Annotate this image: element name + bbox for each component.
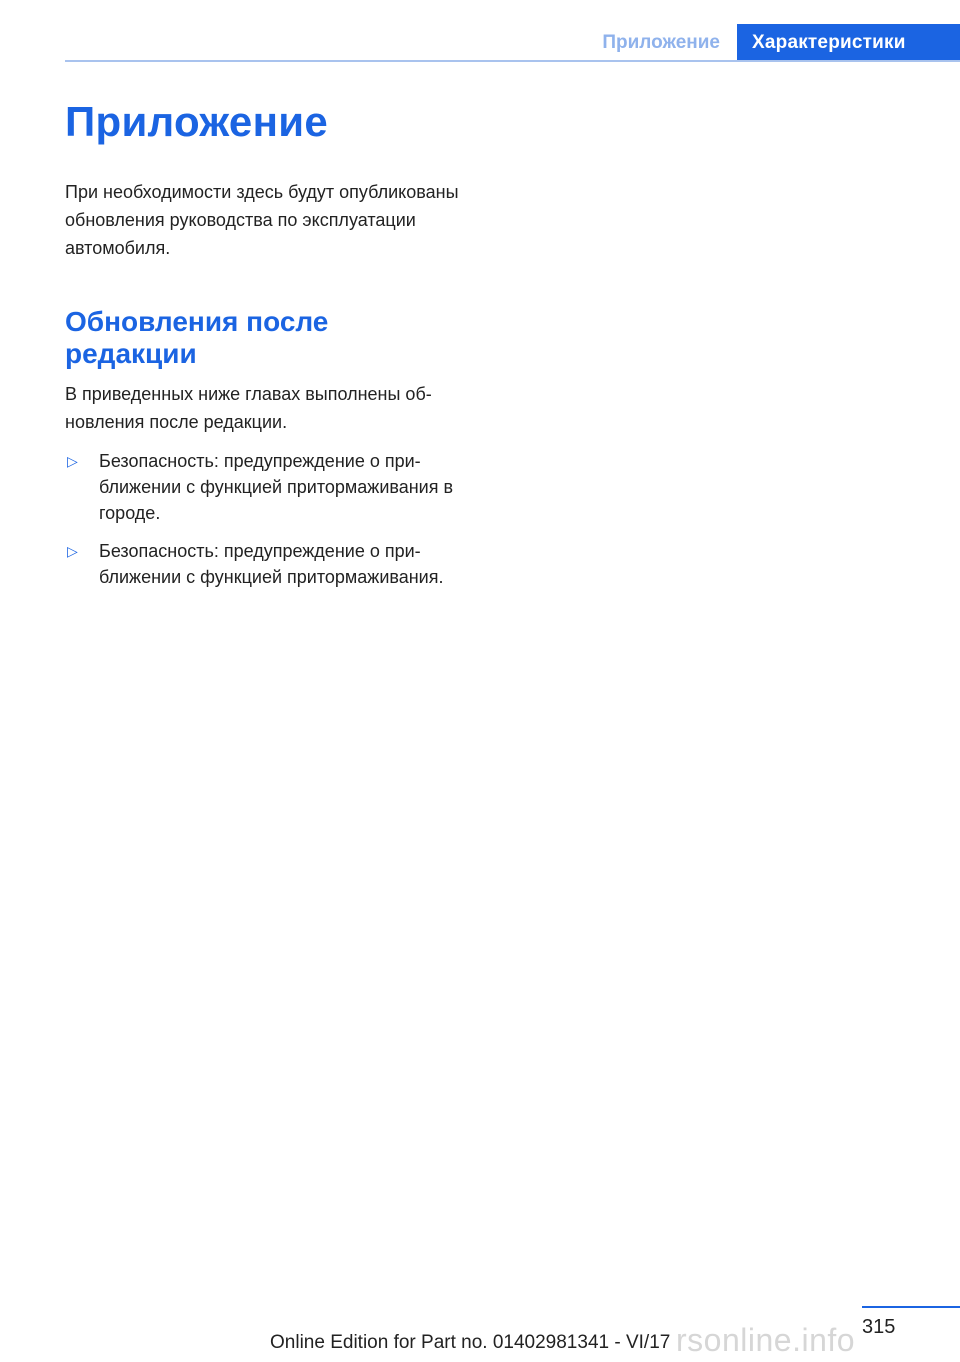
- edition-text: Online Edition for Part no. 01402981341 - VI/17: [270, 1332, 671, 1353]
- footer-divider: [862, 1306, 960, 1308]
- main-content: [65, 96, 475, 602]
- page-number: 315: [862, 1316, 896, 1338]
- page-header: [0, 0, 960, 64]
- section-paragraph: В приведенных ниже главах выполнены обновления после редакции.: [65, 384, 432, 432]
- intro-paragraph: При необходимости здесь будут опубликованы обновления руководства по эксплуатации автомобиля.: [65, 182, 459, 258]
- list-item: [65, 538, 475, 590]
- update-list: [65, 448, 475, 590]
- list-item-text: Безопасность: предупреждение о приближении с функцией притормаживания.: [99, 541, 444, 587]
- section-title: Обновления после редакции: [65, 306, 329, 369]
- triangle-right-icon: ▷: [67, 543, 78, 559]
- triangle-right-icon: ▷: [67, 453, 78, 469]
- tab-characteristics[interactable]: Характеристики: [737, 24, 960, 62]
- watermark: rsonline.info: [676, 1322, 856, 1358]
- list-item: [65, 448, 475, 526]
- list-item-text: Безопасность: предупреждение о приближении с функцией притормаживания в городе.: [99, 451, 454, 523]
- header-divider: [65, 60, 960, 62]
- page-title: Приложение: [65, 98, 329, 145]
- breadcrumb[interactable]: Приложение: [602, 32, 720, 53]
